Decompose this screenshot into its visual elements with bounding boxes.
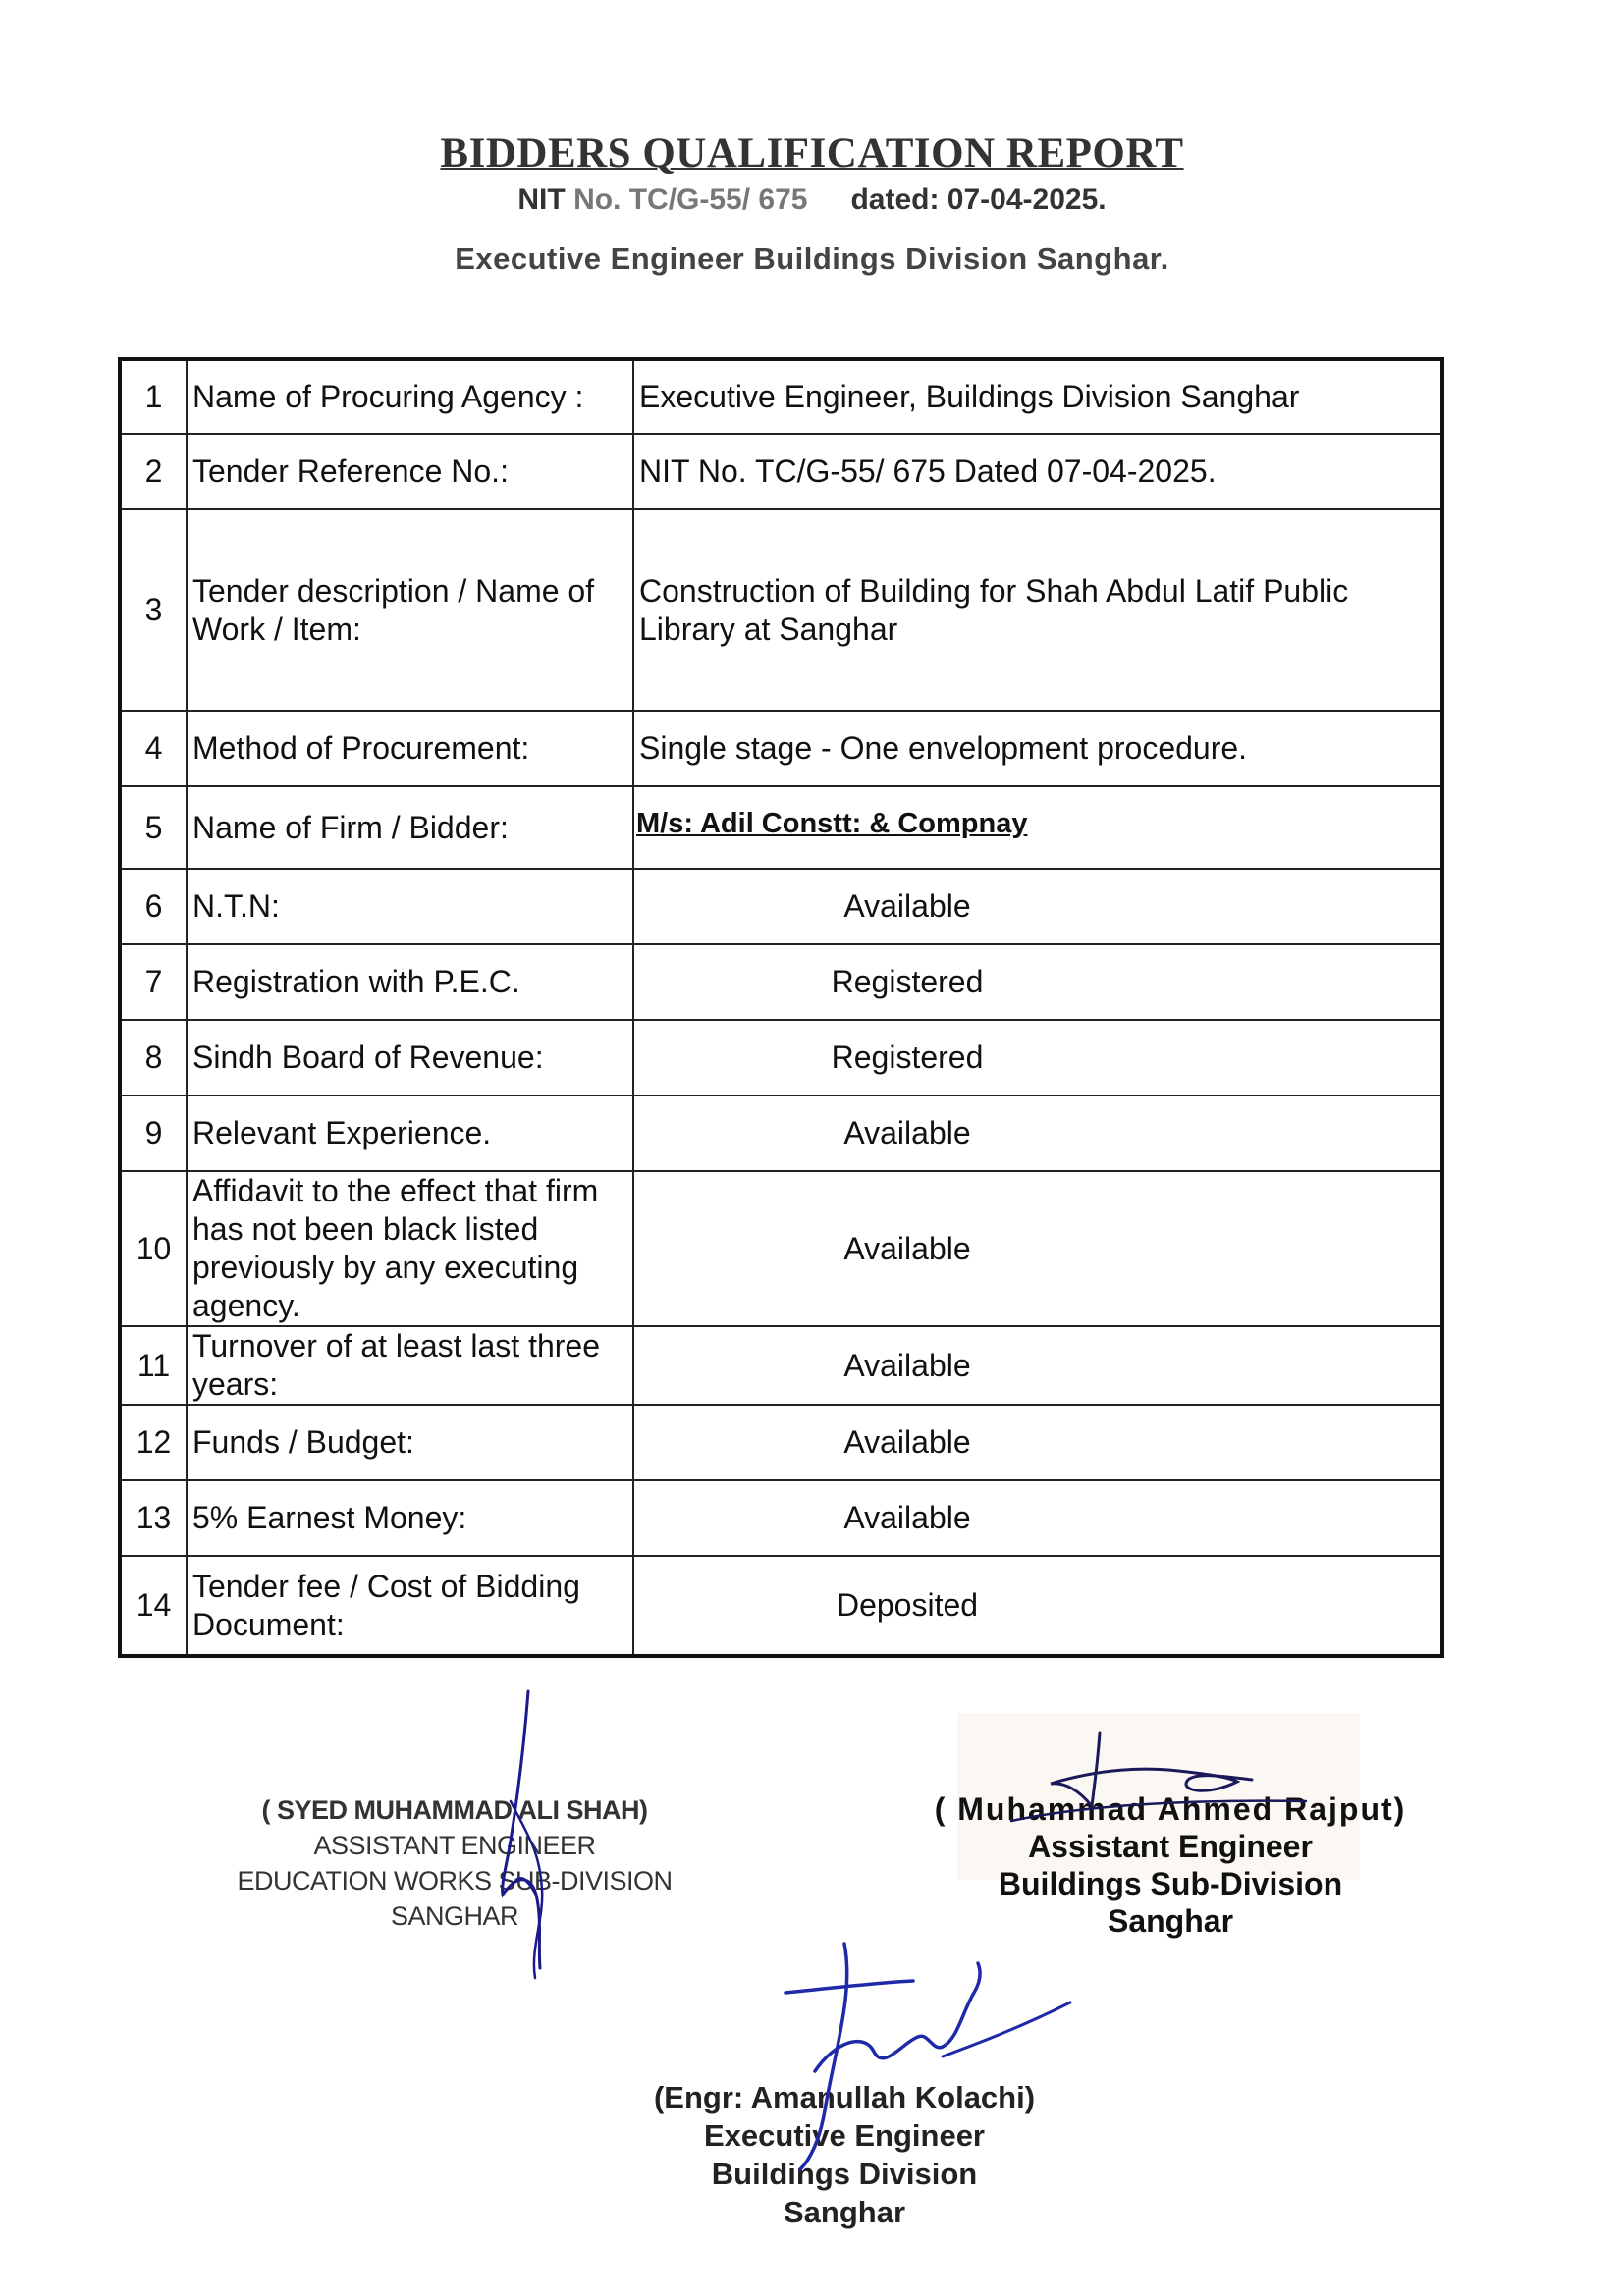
row-value: Registered: [633, 944, 1442, 1020]
row-label: Funds / Budget:: [187, 1405, 633, 1480]
row-label: Registration with P.E.C.: [187, 944, 633, 1020]
row-label: N.T.N:: [187, 869, 633, 944]
row-value: Available: [633, 1326, 1442, 1405]
table-row: [120, 711, 1442, 786]
signatory-office: Buildings Sub-Division: [998, 1866, 1343, 1901]
signatory-name: ( SYED MUHAMMAD ALI SHAH): [261, 1795, 648, 1825]
table-row: [120, 944, 1442, 1020]
signatory-designation: Assistant Engineer: [1028, 1829, 1313, 1864]
table-row: [120, 1405, 1442, 1480]
signatory-city: Sanghar: [783, 2195, 906, 2229]
row-value: Single stage - One envelopment procedure.: [633, 711, 1442, 786]
nit-line: [0, 184, 1624, 217]
table-row: [120, 1171, 1442, 1326]
table-row: [120, 509, 1442, 711]
row-number: 3: [120, 509, 187, 711]
signatory-office: Buildings Division: [711, 2157, 978, 2191]
row-label: Relevant Experience.: [187, 1095, 633, 1171]
row-number: 13: [120, 1480, 187, 1556]
row-number: 8: [120, 1020, 187, 1095]
row-number: 10: [120, 1171, 187, 1326]
row-label: Name of Procuring Agency :: [187, 359, 633, 434]
signature-block-left: [228, 1792, 681, 1934]
row-value: Available: [633, 1405, 1442, 1480]
table-row: [120, 1020, 1442, 1095]
row-label: Name of Firm / Bidder:: [187, 786, 633, 869]
nit-date: dated: 07-04-2025.: [850, 184, 1107, 216]
row-label: Turnover of at least last three years:: [187, 1326, 633, 1405]
table-row: [120, 869, 1442, 944]
table-row: [120, 359, 1442, 434]
row-number: 5: [120, 786, 187, 869]
table-row: [120, 1095, 1442, 1171]
row-number: 4: [120, 711, 187, 786]
row-value: Available: [633, 1095, 1442, 1171]
row-label: Affidavit to the effect that firm has not been black listed previously by any executing agency.: [187, 1171, 633, 1326]
row-number: 12: [120, 1405, 187, 1480]
signatory-designation: Executive Engineer: [703, 2118, 985, 2153]
firm-name: M/s: Adil Constt: & Compnay: [633, 786, 1442, 869]
table-row: [120, 1326, 1442, 1405]
row-number: 14: [120, 1556, 187, 1656]
signatory-name: (Engr: Amanullah Kolachi): [653, 2080, 1036, 2114]
qualification-table: [118, 357, 1444, 1658]
nit-prefix: NIT: [517, 184, 566, 216]
row-number: 11: [120, 1326, 187, 1405]
signatory-office: EDUCATION WORKS SUB-DIVISION: [237, 1866, 673, 1896]
row-value: Available: [633, 1480, 1442, 1556]
signature-scribble-left: [481, 1683, 579, 1988]
row-label: Sindh Board of Revenue:: [187, 1020, 633, 1095]
row-value: Available: [633, 1171, 1442, 1326]
office-line: Executive Engineer Buildings Division Sanghar.: [455, 241, 1169, 276]
row-label: 5% Earnest Money:: [187, 1480, 633, 1556]
signatory-name: ( Muhammad Ahmed Rajput): [934, 1791, 1407, 1827]
signatory-city: SANGHAR: [390, 1901, 519, 1931]
signatory-designation: ASSISTANT ENGINEER: [313, 1831, 596, 1860]
signatory-city: Sanghar: [1107, 1903, 1234, 1939]
signature-scribble-bottom: [746, 1934, 1080, 2189]
row-number: 9: [120, 1095, 187, 1171]
report-title: BIDDERS QUALIFICATION REPORT: [440, 131, 1184, 177]
row-label: Tender fee / Cost of Bidding Document:: [187, 1556, 633, 1656]
row-value: Registered: [633, 1020, 1442, 1095]
row-number: 6: [120, 869, 187, 944]
table-row: [120, 434, 1442, 509]
row-number: 1: [120, 359, 187, 434]
signature-scribble-right: [982, 1723, 1375, 1841]
row-number: 2: [120, 434, 187, 509]
row-value: Executive Engineer, Buildings Division Sanghar: [633, 359, 1442, 434]
row-value: NIT No. TC/G-55/ 675 Dated 07-04-2025.: [633, 434, 1442, 509]
table-row: [120, 1480, 1442, 1556]
row-label: Method of Procurement:: [187, 711, 633, 786]
table-row: [120, 786, 1442, 869]
row-number: 7: [120, 944, 187, 1020]
table-row: [120, 1556, 1442, 1656]
row-value: Available: [633, 869, 1442, 944]
nit-number: No. TC/G-55/ 675: [573, 184, 808, 216]
row-value: Construction of Building for Shah Abdul Latif Public Library at Sanghar: [633, 509, 1442, 711]
row-label: Tender Reference No.:: [187, 434, 633, 509]
row-label: Tender description / Name of Work / Item:: [187, 509, 633, 711]
row-value: Deposited: [633, 1556, 1442, 1656]
